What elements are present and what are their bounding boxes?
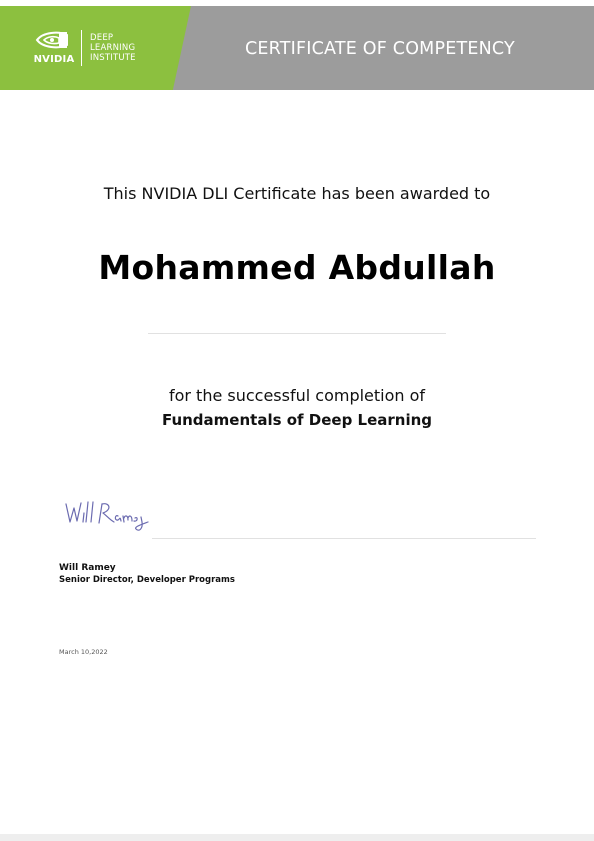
dli-wordmark [90,33,150,63]
certificate-title: CERTIFICATE OF COMPETENCY [245,39,515,59]
signature-line [152,538,536,539]
logo-divider [81,30,82,66]
nvidia-wordmark: NVIDIA [33,54,75,65]
issue-date: March 10,2022 [59,648,108,656]
dli-line-2: LEARNING [90,43,136,53]
dli-line-1: DEEP [90,33,114,43]
bottom-band [0,834,594,841]
course-name: Fundamentals of Deep Learning [161,411,433,429]
certificate-header [0,6,594,90]
nvidia-dli-logo [33,28,145,72]
recipient-name: Mohammed Abdullah [98,248,496,287]
nvidia-eye-icon [33,28,75,52]
dli-line-3: INSTITUTE [90,53,136,63]
completion-text: for the successful completion of [168,386,426,405]
name-divider [148,333,446,334]
signer-name: Will Ramey [59,563,116,573]
signature-text [68,533,69,534]
signer-title: Senior Director, Developer Programs [59,575,235,585]
awarded-text: This NVIDIA DLI Certificate has been awarded to [103,184,491,203]
signature-image [62,496,154,536]
